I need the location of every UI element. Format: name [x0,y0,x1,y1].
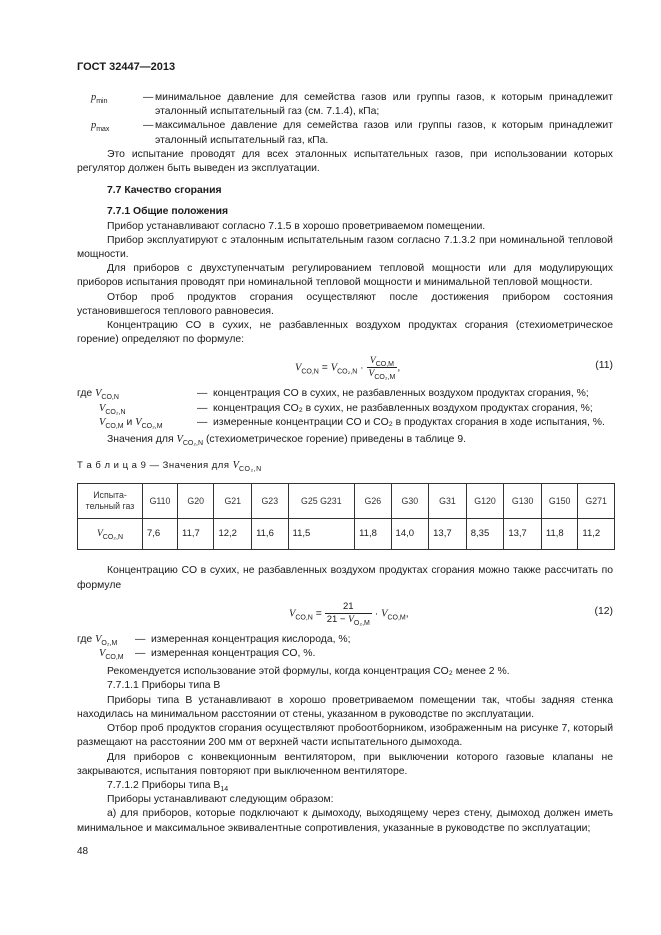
paragraph: Отбор проб продуктов сгорания осуществляют пробоотборником, изображенным на рисунке 7, который размещают на расстоянии 200 мм от верхней части испытательного дымохода. [77,723,613,749]
table-header-cell: G20 [178,484,214,519]
definition-text: максимальное давление для семейства газов или группы газов, к которым принадлежит эталонный испытательный газ, кПа. [155,120,613,146]
values-table [77,483,615,550]
table-cell: 11,7 [178,519,214,550]
formula-number: (12) [594,605,613,617]
formula-11: $V_{CO,N} = V_{CO_2,N}$ · $\frac{V_{CO,M}}{V_{CO_2,M}}$ , (11) [295,356,613,382]
clause-heading: 7.7.1.2 Приборы типа $B_{14}$ [107,779,229,793]
table-header-cell: G120 [466,484,504,519]
definition-pmax: $p_{max}$ — максимальное давление для семейства газов или группы газов, к которым принадлежит эталонный испытательный газ, кПа. [77,119,613,147]
table-header-cell: G31 [429,484,467,519]
where-item: где $V_{O_2,M}$ — измеренная концентрация кислорода, %; [77,633,351,647]
table-header-row [78,484,615,519]
paragraph: Отбор проб продуктов сгорания осуществляют после достижения прибором состояния установившегося теплового равновесия. [77,291,613,317]
table-cell: 12,2 [214,519,252,550]
table-cell: 13,7 [504,519,542,550]
where-item: $V_{CO,M}$ и $V_{CO_2,M}$ — измеренные концентрации CO и CO₂ в продуктах сгорания в ходе испытания, %. [99,416,605,430]
list-item: а) для приборов, которые подключают к дымоходу, выходящему через стену, дымоход должен иметь минимальное и максимальное эквивалентные сопротивления, указанные в руководстве по эксплуатации; [77,808,613,834]
table-cell: 7,6 [143,519,178,550]
table-caption: Т а б л и ц а 9 — Значения для $V_{CO_2,N}$ [77,460,262,474]
table-cell: 11,8 [541,519,577,550]
table-header-cell: G21 [214,484,252,519]
paragraph: Прибор устанавливают согласно 7.1.5 в хорошо проветриваемом помещении. [107,220,486,232]
table-header-cell: Испыта-тельный газ [78,484,143,519]
definition-text: минимальное давление для семейства газов или группы газов, к которым принадлежит эталонный испытательный газ (см. 7.1.4), кПа; [155,92,613,118]
table-cell: 11,5 [288,519,355,550]
table-header-cell: G150 [541,484,577,519]
table-cell: 11,6 [252,519,288,550]
document-header: ГОСТ 32447—2013 [77,61,176,73]
page-number: 48 [77,846,89,857]
table-cell: 13,7 [429,519,467,550]
table-cell: 8,35 [466,519,504,550]
definition-pmin: $p_{min}$ — минимальное давление для семейства газов или группы газов, к которым принадлежит эталонный испытательный газ (см. 7.1.4), кПа; [77,91,613,119]
where-item: где $V_{CO,N}$ — концентрация CO в сухих, не разбавленных воздухом продуктах сгорания, %; [77,388,589,402]
paragraph: Приборы устанавливают следующим образом: [107,794,334,806]
table-row-label: $V_{CO_2,N}$ [78,519,143,550]
table-header-cell: G30 [391,484,429,519]
paragraph: Это испытание проводят для всех эталонных испытательных газов, при использовании которых регулятор должен быть выведен из эксплуатации. [77,148,613,175]
paragraph: Рекомендуется использование этой формулы, когда концентрация CO₂ менее 2 %. [107,666,510,678]
where-item: $V_{CO,M}$ — измеренная концентрация CO, %. [99,648,316,662]
paragraph: Для приборов с двухступенчатым регулированием тепловой мощности или для модулирующих приборов испытания проводят при номинальной тепловой мощности и минимальной тепловой мощности. [77,263,613,289]
paragraph: Концентрацию CO в сухих, не разбавленных воздухом продуктах сгорания (стехиометрическое горение) определяют по формуле: [77,320,613,346]
table-header-cell: G25 G231 [288,484,355,519]
document-body [77,91,613,836]
table-header-cell: G130 [504,484,542,519]
paragraph: Для приборов с конвекционным вентилятором, при выключении которого газовые клапаны не закрываются, испытания повторяют при выключенном вентиляторе. [77,751,613,777]
table-cell: 11,8 [355,519,391,550]
table-header-cell: G26 [355,484,391,519]
paragraph: Концентрацию CO в сухих, не разбавленных воздухом продуктах сгорания можно также рассчитать по формуле [77,565,613,591]
paragraph: Прибор эксплуатируют с эталонным испытательным газом согласно 7.1.3.2 при номинальной тепловой мощности. [77,234,613,261]
table-header-cell: G271 [578,484,615,519]
clause-heading: 7.7.1.1 Приборы типа B [107,680,221,692]
section-heading: 7.7 Качество сгорания [107,185,222,197]
paragraph: Приборы типа B устанавливают в хорошо проветриваемом помещении так, чтобы задняя стенка находилась на минимальном расстоянии от стены, указанном в руководстве по эксплуатации. [77,694,613,720]
table-header-cell: G23 [252,484,288,519]
table-row [78,519,615,550]
formula-number: (11) [595,360,613,372]
table-cell: 14,0 [391,519,429,550]
table-header-cell: G110 [143,484,178,519]
table-cell: 11,2 [578,519,615,550]
formula-12: $V_{CO,N}$ = $\frac{21}{21 - V_{O_2,M}}$ · $V_{CO,M}$, (12) [289,600,613,627]
paragraph: Значения для $V_{CO_2,N}$ (стехиометрическое горение) приведены в таблице 9. [107,434,466,448]
subsection-heading: 7.7.1 Общие положения [107,206,229,218]
where-item: $V_{CO_2,N}$ — концентрация CO₂ в сухих, не разбавленных воздухом продуктах сгорания, %; [99,402,593,416]
